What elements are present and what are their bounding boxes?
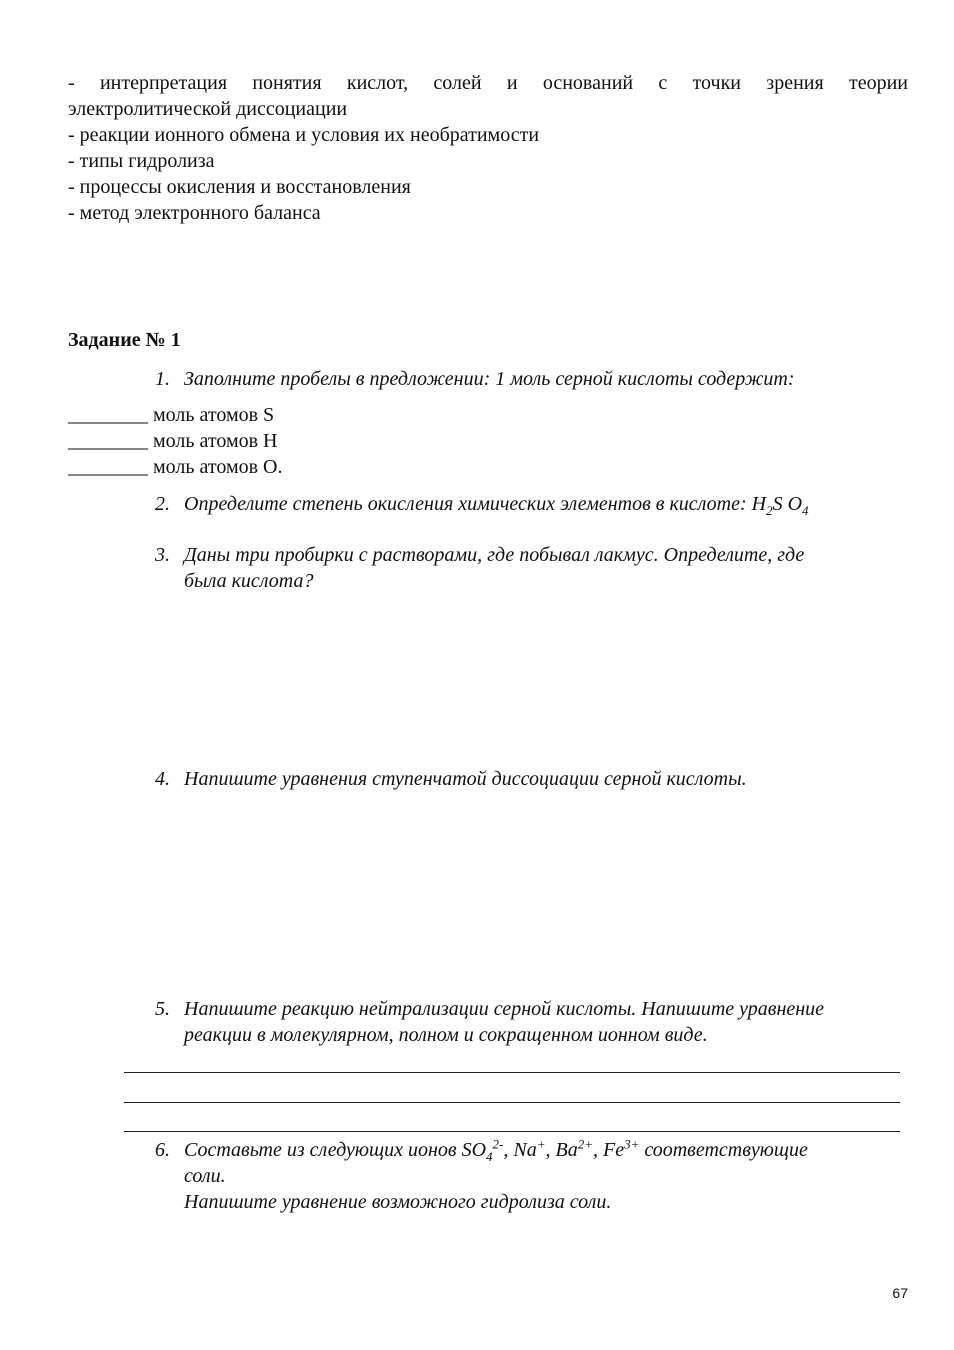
superscript: 3+	[624, 1136, 640, 1152]
superscript: 2+	[577, 1136, 593, 1152]
question-number: 6.	[155, 1139, 170, 1161]
answer-rule[interactable]	[124, 1072, 900, 1073]
answer-blank[interactable]: ________	[68, 404, 148, 426]
answer-line-s	[68, 402, 274, 428]
answer-blank[interactable]: ________	[68, 430, 148, 452]
question-text: Напишите уравнения ступенчатой диссоциации серной кислоты.	[184, 768, 747, 790]
topic-item: электролитической диссоциации	[68, 98, 348, 120]
page-number: 67	[892, 1285, 908, 1301]
subscript: 4	[486, 1149, 493, 1164]
subscript: 2	[766, 503, 773, 518]
topic-item: - реакции ионного обмена и условия их необратимости	[68, 124, 540, 146]
answer-label: моль атомов H	[153, 430, 278, 452]
superscript: +	[536, 1136, 546, 1152]
topic-list	[68, 70, 908, 226]
topic-item: - типы гидролиза	[68, 150, 215, 172]
topic-item: - процессы окисления и восстановления	[68, 176, 411, 198]
question-text: Определите степень окисления химических элементов в кислоте: $H_2S$ $O_4$	[184, 493, 809, 518]
question-text-cont: соли.	[184, 1165, 226, 1187]
answer-line-h	[68, 428, 278, 454]
answer-rule[interactable]	[124, 1131, 900, 1132]
question-text: Напишите реакцию нейтрализации серной кислоты. Напишите уравнение	[184, 998, 825, 1020]
question-text: Даны три пробирки с растворами, где побывал лакмус. Определите, где	[184, 544, 805, 566]
question-number: 4.	[155, 768, 170, 790]
topic-item: - интерпретация понятия кислот, солей и оснований с точки зрения теории	[68, 72, 908, 94]
superscript: 2-	[492, 1136, 504, 1152]
question-text: Составьте из следующих ионов $SO_4^{2-}$, Na+, $Ba^{2+}$, $Fe^{3+}$ соответствующие	[184, 1136, 808, 1164]
answer-blank[interactable]: ________	[68, 456, 148, 478]
question-number: 1.	[155, 368, 170, 390]
answer-line-o	[68, 454, 283, 480]
question-number: 2.	[155, 493, 170, 515]
question-text-cont: была кислота?	[184, 570, 314, 592]
task-heading: Задание № 1	[68, 329, 181, 351]
topic-item: - метод электронного баланса	[68, 202, 321, 224]
subscript: 4	[802, 503, 809, 518]
question-text-cont: реакции в молекулярном, полном и сокращенном ионном виде.	[184, 1024, 708, 1046]
question-text-cont: Напишите уравнение возможного гидролиза соли.	[184, 1191, 612, 1213]
answer-label: моль атомов S	[153, 404, 275, 426]
question-text: Заполните пробелы в предложении: 1 моль серной кислоты содержит:	[184, 368, 795, 390]
answer-label: моль атомов O.	[153, 456, 283, 478]
question-number: 3.	[155, 544, 170, 566]
question-number: 5.	[155, 998, 170, 1020]
answer-rule[interactable]	[124, 1102, 900, 1103]
